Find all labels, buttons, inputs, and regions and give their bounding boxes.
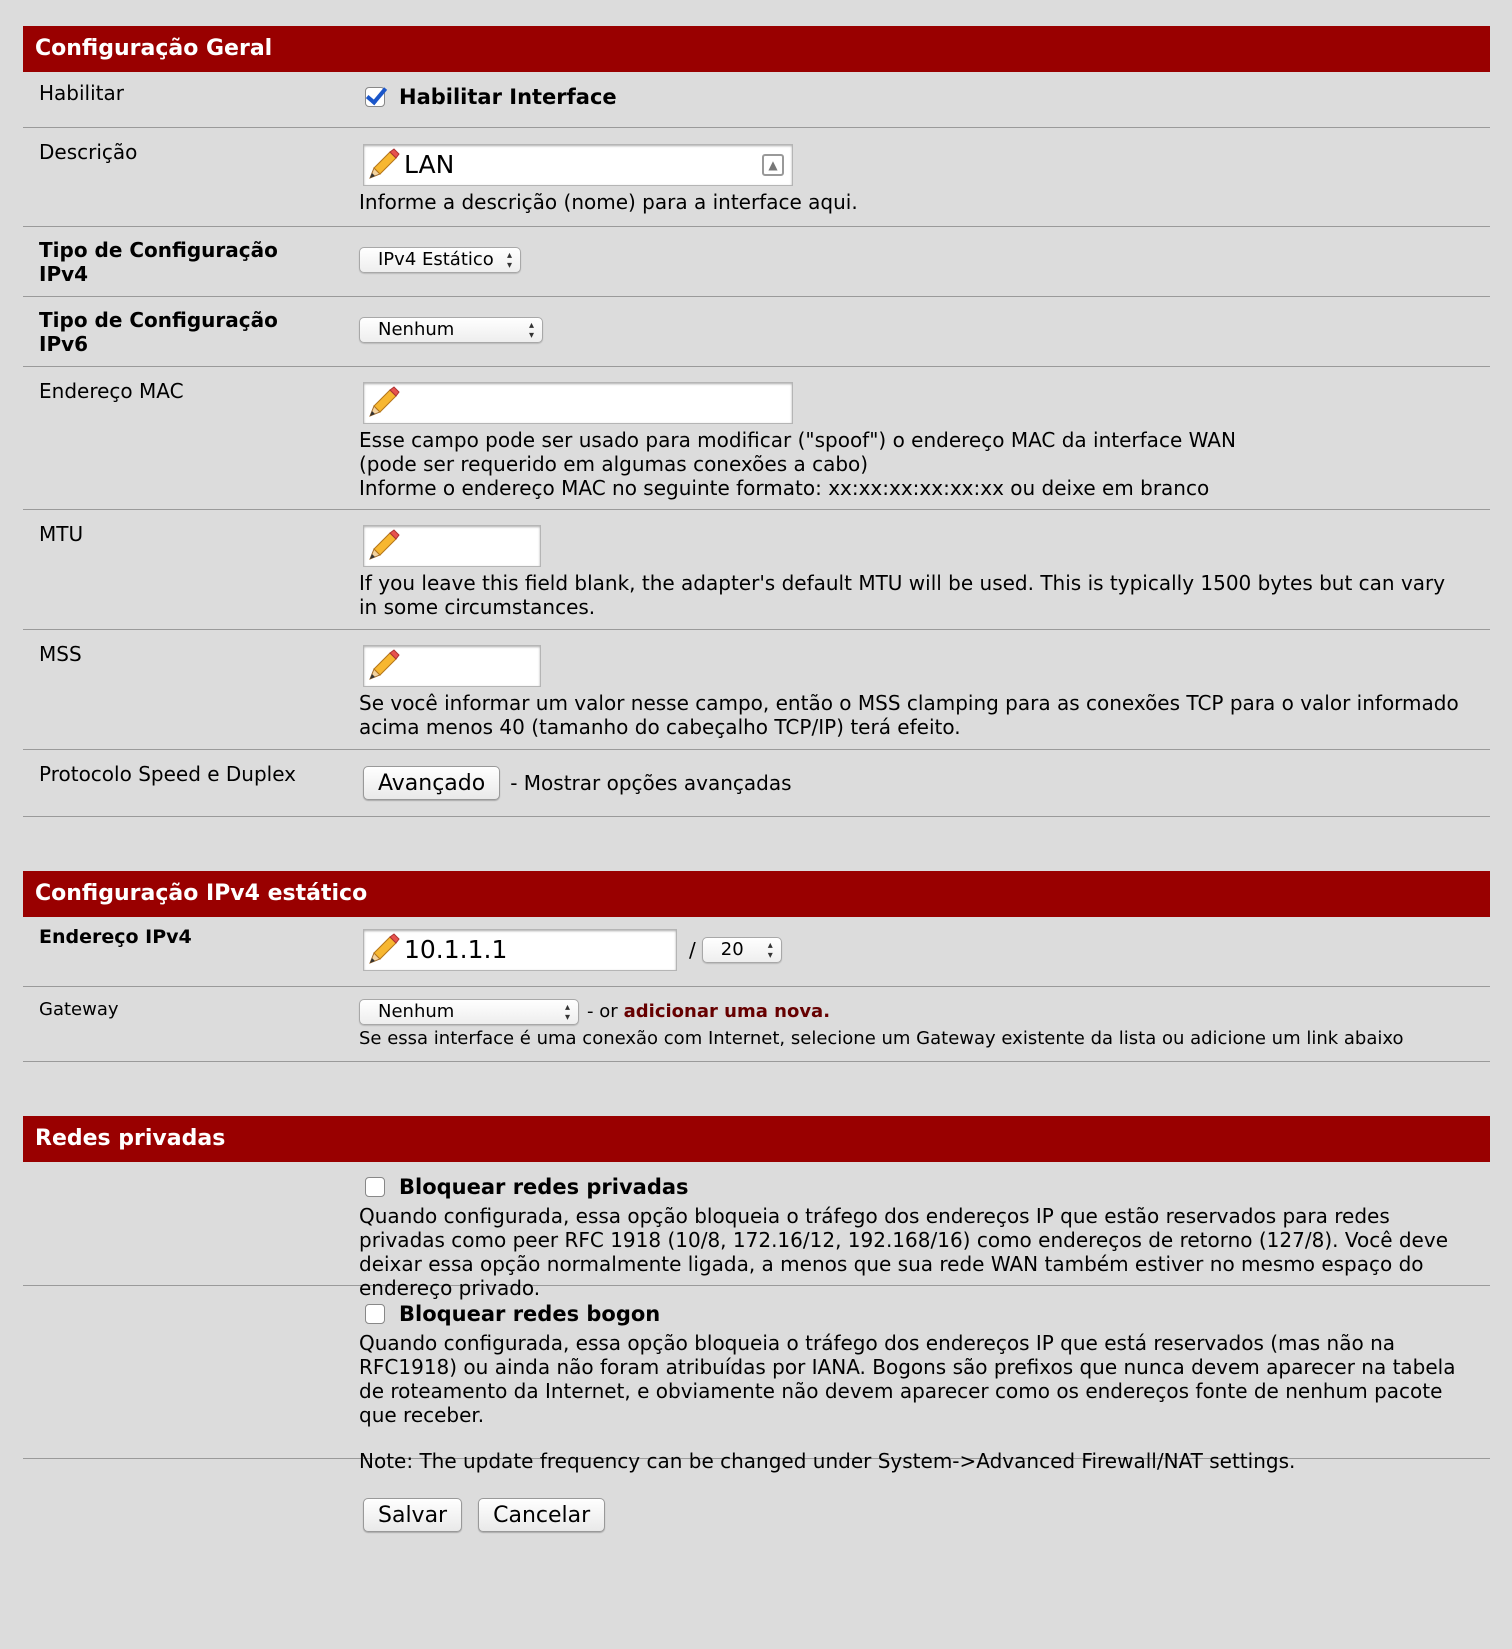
enable-interface-checkbox[interactable] — [365, 87, 385, 107]
description-input[interactable] — [363, 144, 793, 186]
speed-duplex-label: Protocolo Speed e Duplex — [39, 762, 297, 786]
ipv6-type-selected: Nenhum — [378, 319, 455, 340]
row-description — [23, 128, 1490, 227]
contact-card-icon[interactable]: ▲ — [762, 154, 784, 176]
row-ipv6-type — [23, 297, 1490, 367]
ipv4-type-selected: IPv4 Estático — [378, 249, 494, 270]
section-general-header: Configuração Geral — [23, 26, 1490, 72]
ipv6-type-select[interactable] — [359, 317, 543, 343]
ipv4-type-select[interactable] — [359, 247, 521, 273]
mac-help-line: Esse campo pode ser usado para modificar ("spoof") o endereço MAC da interface WAN — [359, 428, 1236, 452]
select-arrows-icon: ▴ ▾ — [528, 320, 534, 341]
enable-interface-label: Habilitar Interface — [399, 85, 617, 109]
cancel-button[interactable]: Cancelar — [478, 1498, 605, 1532]
ipv4-address-input[interactable] — [363, 929, 677, 971]
row-ipv4-type — [23, 227, 1490, 297]
form-actions — [363, 1498, 605, 1532]
section-private-header: Redes privadas — [23, 1116, 1490, 1162]
row-block-bogon — [23, 1286, 1490, 1473]
enable-label: Habilitar — [39, 81, 124, 105]
mss-input[interactable] — [363, 645, 541, 687]
mss-label: MSS — [39, 642, 82, 666]
description-label: Descrição — [39, 140, 138, 164]
select-arrows-icon: ▴ ▾ — [767, 940, 773, 961]
pencil-icon — [366, 386, 400, 420]
mss-help: Se você informar um valor nesse campo, então o MSS clamping para as conexões TCP para o valor informado acima menos 40 (tamanho do cabeçalho TCP/IP) terá efeito. — [359, 691, 1459, 739]
select-arrows-icon: ▴ ▾ — [506, 250, 512, 271]
description-value: LAN — [404, 150, 455, 179]
section-ipv4-header: Configuração IPv4 estático — [23, 871, 1490, 917]
gateway-selected: Nenhum — [378, 1001, 455, 1022]
gateway-help: Se essa interface é uma conexão com Internet, selecione um Gateway existente da lista ou adicione um link abaixo — [359, 1028, 1404, 1049]
row-enable — [23, 72, 1490, 128]
mac-help — [359, 428, 1460, 500]
mac-label: Endereço MAC — [39, 379, 184, 403]
save-button[interactable]: Salvar — [363, 1498, 462, 1532]
mtu-label: MTU — [39, 522, 84, 546]
block-private-help: Quando configurada, essa opção bloqueia o tráfego dos endereços IP que estão reservados para redes privadas como peer RFC 1918 (10/8, 172.16/12, 192.168/16) como endereços de retorno (127/8). Você deve deixar essa opção normalmente ligada, a menos que sua rede WAN também estiver no mesmo espaço do endereço privado. — [359, 1204, 1449, 1300]
pencil-icon — [366, 148, 400, 182]
ipv6-type-label: Tipo de Configuração IPv6 — [39, 308, 278, 356]
pencil-icon — [366, 649, 400, 683]
mtu-input[interactable] — [363, 525, 541, 567]
row-mac — [23, 367, 1490, 510]
ipv4-type-label: Tipo de Configuração IPv4 — [39, 238, 278, 286]
pencil-icon — [366, 529, 400, 563]
row-block-private — [23, 1162, 1490, 1300]
block-bogon-help: Quando configurada, essa opção bloqueia o tráfego dos endereços IP que está reservados (mas não na RFC1918) ou ainda não foram atribuídas por IANA. Bogons são prefixos que nunca devem aparecer na tabela de roteamento da Internet, e obviamente não devem aparecer como os endereços fonte de nenhum pacote que receber. — [359, 1331, 1456, 1427]
cidr-select[interactable] — [702, 937, 782, 963]
row-mss — [23, 630, 1490, 750]
ipv4-address-value: 10.1.1.1 — [404, 935, 508, 964]
description-help: Informe a descrição (nome) para a interface aqui. — [359, 190, 858, 214]
mtu-help: If you leave this field blank, the adapter's default MTU will be used. This is typically 1500 bytes but can vary in some circumstances. — [359, 571, 1446, 619]
block-bogon-checkbox[interactable] — [365, 1304, 385, 1324]
gateway-label: Gateway — [39, 999, 119, 1020]
select-arrows-icon: ▴ ▾ — [564, 1002, 570, 1023]
mac-input[interactable] — [363, 382, 793, 424]
block-bogon-note: Note: The update frequency can be changed under System->Advanced Firewall/NAT settings. — [359, 1449, 1296, 1473]
row-speed-duplex — [23, 750, 1490, 817]
cidr-slash: / — [689, 938, 696, 962]
mac-help-line: (pode ser requerido em algumas conexões a cabo) — [359, 452, 869, 476]
mac-help-line: Informe o endereço MAC no seguinte formato: xx:xx:xx:xx:xx:xx ou deixe em branco — [359, 476, 1210, 500]
block-bogon-label: Bloquear redes bogon — [399, 1302, 661, 1326]
cidr-selected: 20 — [720, 939, 744, 960]
block-private-checkbox[interactable] — [365, 1177, 385, 1197]
row-mtu — [23, 510, 1490, 630]
gateway-select[interactable] — [359, 999, 579, 1025]
add-gateway-link[interactable]: adicionar uma nova. — [623, 1001, 831, 1022]
block-private-label: Bloquear redes privadas — [399, 1175, 689, 1199]
speed-duplex-help: - Mostrar opções avançadas — [510, 771, 792, 795]
ipv4-address-label: Endereço IPv4 — [39, 926, 192, 948]
row-ipv4-address — [23, 917, 1490, 987]
advanced-button[interactable]: Avançado — [363, 766, 500, 800]
gateway-or-text: - or — [587, 1001, 618, 1022]
row-gateway — [23, 987, 1490, 1062]
pencil-icon — [366, 933, 400, 967]
